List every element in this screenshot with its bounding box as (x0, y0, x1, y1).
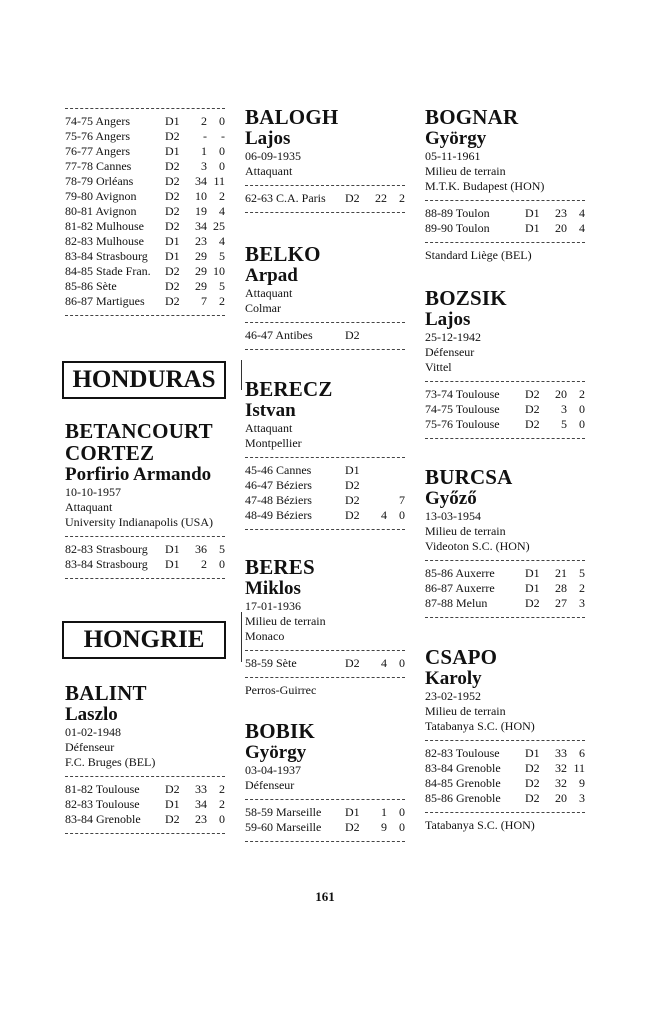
player-surname: BOGNAR (425, 105, 519, 129)
player-berecz (245, 378, 407, 535)
divider (65, 108, 225, 109)
player-bognar (425, 106, 587, 263)
career-row: 74-75 Toulouse D2 3 0 (425, 402, 585, 416)
player-given-name: Karoly (425, 668, 482, 689)
career-row: 81-82 Mulhouse D2 34 25 (65, 219, 225, 233)
career-row: 88-89 Toulon D1 23 4 (425, 206, 585, 220)
player-burcsa (425, 466, 587, 623)
player-dob: 25-12-1942 (425, 330, 481, 344)
divider (425, 242, 585, 243)
player-origin: Colmar (245, 301, 281, 315)
player-next-club: Standard Liège (BEL) (425, 248, 532, 262)
player-given-name: Lajos (245, 128, 291, 149)
career-row: 74-75 Angers D1 2 0 (65, 114, 225, 128)
career-row: 47-48 Béziers D2 7 (245, 493, 405, 507)
divider (425, 617, 585, 618)
player-surname-2: CORTEZ (65, 441, 155, 465)
player-position: Défenseur (65, 740, 115, 754)
divider (425, 438, 585, 439)
player-position: Attaquant (245, 421, 293, 435)
player-continuation (65, 108, 227, 321)
career-row: 77-78 Cannes D2 3 0 (65, 159, 225, 173)
player-surname: BETANCOURT (65, 419, 213, 443)
career-row: 62-63 C.A. Paris D2 22 2 (245, 191, 405, 205)
player-balint (65, 682, 227, 839)
player-position: Milieu de terrain (425, 164, 506, 178)
player-dob: 01-02-1948 (65, 725, 121, 739)
player-origin: M.T.K. Budapest (HON) (425, 179, 545, 193)
divider (425, 740, 585, 741)
divider (245, 529, 405, 530)
player-given-name: Lajos (425, 309, 471, 330)
page-number: 161 (315, 889, 335, 904)
country-heading-hongrie: HONGRIE (62, 621, 226, 659)
career-row: 83-84 Grenoble D2 23 0 (65, 812, 225, 826)
career-row: 75-76 Toulouse D2 5 0 (425, 417, 585, 431)
player-next-club: Tatabanya S.C. (HON) (425, 818, 535, 832)
player-position: Milieu de terrain (425, 704, 506, 718)
column-rule (241, 612, 242, 662)
career-row: 73-74 Toulouse D2 20 2 (425, 387, 585, 401)
career-row: 58-59 Marseille D1 1 0 (245, 805, 405, 819)
career-row: 82-83 Strasbourg D1 36 5 (65, 542, 225, 556)
divider (425, 381, 585, 382)
player-given-name: Laszlo (65, 704, 118, 725)
career-row: 83-84 Grenoble D2 32 11 (425, 761, 585, 775)
career-row: 86-87 Auxerre D1 28 2 (425, 581, 585, 595)
player-given-name: Istvan (245, 400, 296, 421)
career-row: 58-59 Sète D2 4 0 (245, 656, 405, 670)
career-row: 85-86 Sète D2 29 5 (65, 279, 225, 293)
player-position: Attaquant (65, 500, 113, 514)
player-origin: Montpellier (245, 436, 302, 450)
divider (245, 322, 405, 323)
career-row: 86-87 Martigues D2 7 2 (65, 294, 225, 308)
player-origin: Monaco (245, 629, 285, 643)
divider (245, 212, 405, 213)
divider (425, 560, 585, 561)
player-given-name: Győző (425, 488, 477, 509)
player-origin: Vittel (425, 360, 452, 374)
career-row: 45-46 Cannes D1 (245, 463, 360, 477)
career-row: 48-49 Béziers D2 4 0 (245, 508, 405, 522)
divider (65, 578, 225, 579)
player-position: Défenseur (245, 778, 295, 792)
career-row: 84-85 Stade Fran. D2 29 10 (65, 264, 225, 278)
career-row: 80-81 Avignon D2 19 4 (65, 204, 225, 218)
career-row: 83-84 Strasbourg D1 2 0 (65, 557, 225, 571)
career-row: 46-47 Béziers D2 (245, 478, 360, 492)
career-row: 85-86 Grenoble D2 20 3 (425, 791, 585, 805)
career-row: 82-83 Toulouse D1 34 2 (65, 797, 225, 811)
player-belko (245, 243, 407, 355)
player-csapo (425, 646, 587, 833)
player-surname: BOZSIK (425, 286, 507, 310)
divider (245, 841, 405, 842)
divider (245, 799, 405, 800)
career-row: 85-86 Auxerre D1 21 5 (425, 566, 585, 580)
career-row: 76-77 Angers D1 1 0 (65, 144, 225, 158)
player-betancourt (65, 420, 227, 584)
player-bobik (245, 720, 407, 847)
divider (245, 457, 405, 458)
player-given-name: Arpad (245, 265, 298, 286)
divider (65, 833, 225, 834)
player-surname: BERECZ (245, 377, 333, 401)
player-dob: 17-01-1936 (245, 599, 301, 613)
player-given-name: György (425, 128, 487, 149)
career-row: 82-83 Toulouse D1 33 6 (425, 746, 585, 760)
divider (245, 349, 405, 350)
career-row: 89-90 Toulon D1 20 4 (425, 221, 585, 235)
player-surname: BALINT (65, 681, 147, 705)
player-dob: 13-03-1954 (425, 509, 481, 523)
player-position: Défenseur (425, 345, 475, 359)
player-given-name: Porfirio Armando (65, 464, 212, 485)
player-dob: 05-11-1961 (425, 149, 481, 163)
player-next-club: Perros-Guirrec (245, 683, 317, 697)
player-dob: 10-10-1957 (65, 485, 121, 499)
player-surname: BALOGH (245, 105, 339, 129)
player-bozsik (425, 287, 587, 444)
player-dob: 23-02-1952 (425, 689, 481, 703)
career-row: 82-83 Mulhouse D1 23 4 (65, 234, 225, 248)
career-row: 59-60 Marseille D2 9 0 (245, 820, 405, 834)
player-position: Attaquant (245, 164, 293, 178)
divider (425, 200, 585, 201)
career-row: 83-84 Strasbourg D1 29 5 (65, 249, 225, 263)
career-row: 79-80 Avignon D2 10 2 (65, 189, 225, 203)
player-given-name: György (245, 742, 307, 763)
divider (65, 776, 225, 777)
divider (65, 536, 225, 537)
divider (65, 315, 225, 316)
player-given-name: Miklos (245, 578, 301, 599)
player-dob: 03-04-1937 (245, 763, 301, 777)
player-origin: Videoton S.C. (HON) (425, 539, 530, 553)
player-surname: BERES (245, 555, 315, 579)
career-row: 84-85 Grenoble D2 32 9 (425, 776, 585, 790)
player-surname: BELKO (245, 242, 321, 266)
career-row: 46-47 Antibes D2 (245, 328, 360, 342)
player-position: Attaquant (245, 286, 293, 300)
player-surname: BOBIK (245, 719, 315, 743)
player-surname: BURCSA (425, 465, 513, 489)
player-dob: 06-09-1935 (245, 149, 301, 163)
player-position: Milieu de terrain (425, 524, 506, 538)
divider (245, 650, 405, 651)
divider (425, 812, 585, 813)
player-balogh (245, 106, 407, 218)
career-row: 75-76 Angers D2 - - (65, 129, 225, 143)
player-origin: F.C. Bruges (BEL) (65, 755, 156, 769)
career-row: 78-79 Orléans D2 34 11 (65, 174, 225, 188)
divider (245, 677, 405, 678)
career-table (65, 114, 227, 309)
career-row: 87-88 Melun D2 27 3 (425, 596, 585, 610)
player-origin: University Indianapolis (USA) (65, 515, 213, 529)
player-beres (245, 556, 407, 698)
country-heading-honduras: HONDURAS (62, 361, 226, 399)
divider (245, 185, 405, 186)
career-row: 81-82 Toulouse D2 33 2 (65, 782, 225, 796)
player-origin: Tatabanya S.C. (HON) (425, 719, 535, 733)
player-position: Milieu de terrain (245, 614, 326, 628)
column-rule (241, 360, 242, 390)
player-surname: CSAPO (425, 645, 498, 669)
